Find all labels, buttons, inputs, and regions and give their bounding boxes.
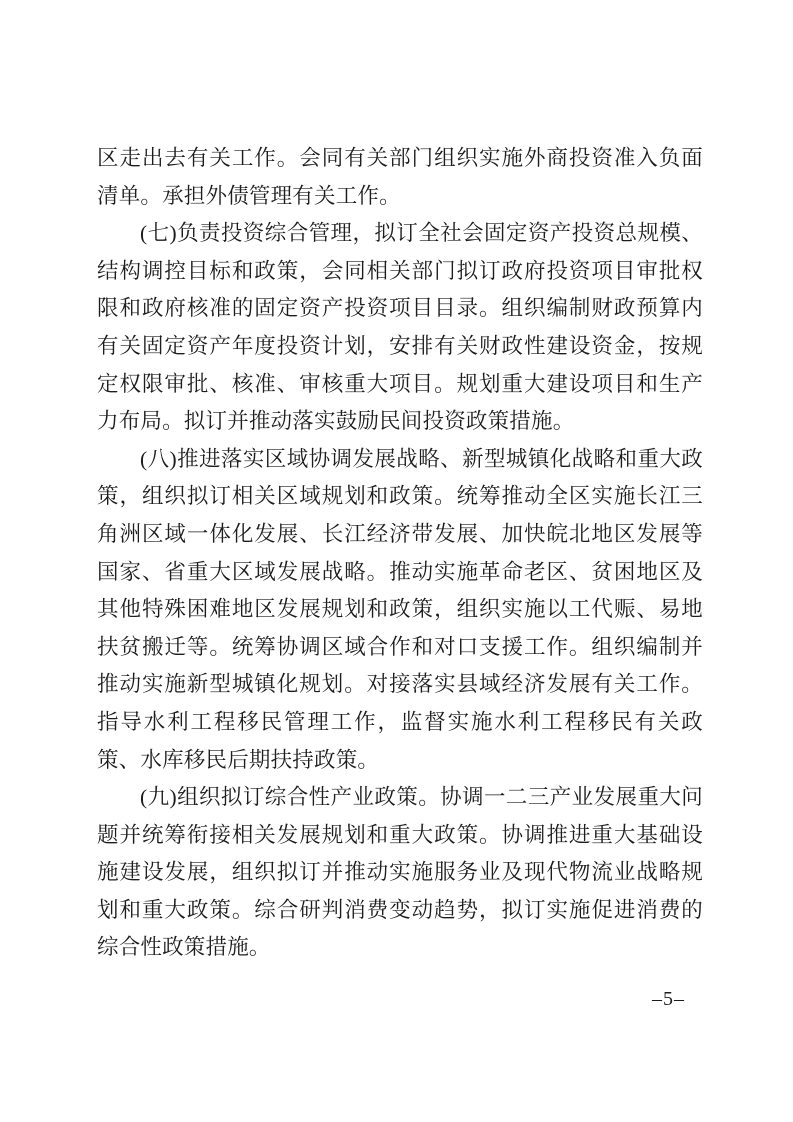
paragraph-item-7: (七)负责投资综合管理，拟订全社会固定资产投资总规模、结构调控目标和政策，会同相关部门拟订政府投资项目审批权限和政府核准的固定资产投资项目目录。组织编制财政预算内有关固定资产年度投资计划，安排有关财政性建设资金，按规定权限审批、核准、审核重大项目。规划重大建设项目和生产力布局。拟订并推动落实鼓励民间投资政策措施。: [97, 221, 703, 434]
paragraph-continuation: 区走出去有关工作。会同有关部门组织实施外商投资准入负面清单。承担外债管理有关工作。: [97, 146, 703, 208]
page-number: –5–: [652, 988, 685, 1010]
paragraph-item-8: (八)推进落实区域协调发展战略、新型城镇化战略和重大政策，组织拟订相关区域规划和政策。统筹推动全区实施长江三角洲区域一体化发展、长江经济带发展、加快皖北地区发展等国家、省重大区域发展战略。推动实施革命老区、贫困地区及其他特殊困难地区发展规划和政策，组织实施以工代赈、易地扶贫搬迁等。统筹协调区域合作和对口支援工作。组织编制并推动实施新型城镇化规划。对接落实县域经济发展有关工作。指导水利工程移民管理工作，监督实施水利工程移民有关政策、水库移民后期扶持政策。: [97, 446, 703, 772]
paragraph-item-9: (九)组织拟订综合性产业政策。协调一二三产业发展重大问题并统筹衔接相关发展规划和重大政策。协调推进重大基础设施建设发展，组织拟订并推动实施服务业及现代物流业战略规划和重大政策。综合研判消费变动趋势，拟订实施促进消费的综合性政策措施。: [97, 785, 703, 960]
document-body: [97, 140, 703, 967]
